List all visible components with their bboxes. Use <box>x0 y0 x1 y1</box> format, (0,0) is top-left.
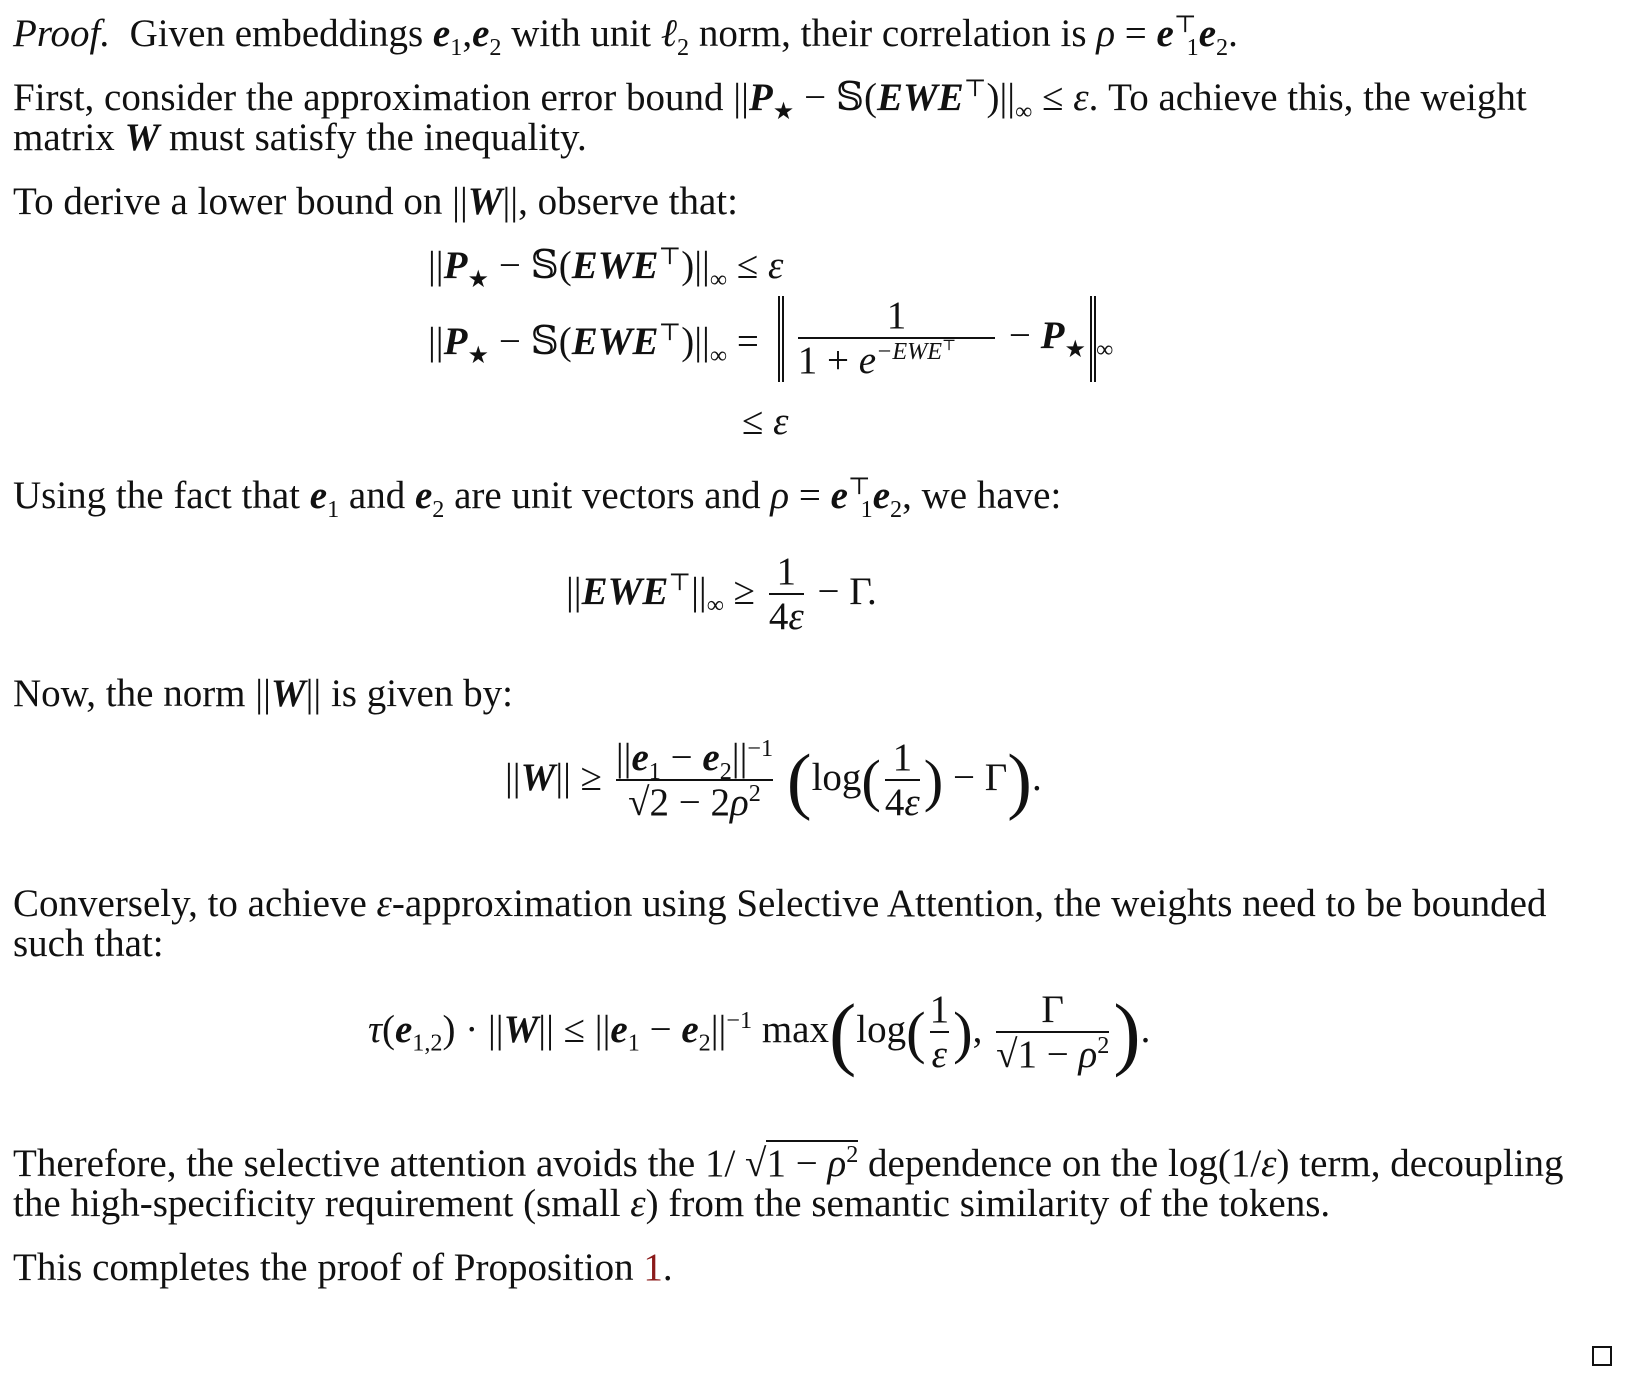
conclusion-paragraph: Therefore, the selective attention avoids the 1/ $√1 - \rho^2$ dependence on the log(1/ε) term, decoupling <box>13 1141 1564 1185</box>
p6-text-c: such that: <box>13 922 164 965</box>
p1-text-a: Given embeddings <box>129 12 433 55</box>
p5-text-b: is given by: <box>321 672 513 715</box>
p8-text-a: This completes the proof of Proposition <box>13 1246 644 1289</box>
approximation-paragraph: First, consider the approximation error bound $||P_★$ − $𝕊(EWE^⊤)||_\infty \le \varepsilon$. To achieve this, the weight <box>13 75 1527 125</box>
p7-text-d: the high-specificity requirement (small <box>13 1182 631 1225</box>
p2-text-d: must satisfy the inequality. <box>159 116 587 159</box>
p8-text-b: . <box>662 1246 673 1289</box>
equation-sigmoid-rhs: $\frac{1}{1 + e^{-EWE^⊤}}$ − $P_★$ $_\infty$ <box>778 296 1113 382</box>
norm-paragraph: Now, the norm ||W|| is given by: <box>13 672 513 715</box>
equation-ewe-bound: $||EWE^⊤||_\infty$ ≥ $\frac{1}{4\varepsilon}$ − Γ. <box>566 550 877 638</box>
p3-text-a: To derive a lower bound on <box>13 180 453 223</box>
p4-text-c: are unit vectors and <box>444 474 771 517</box>
conclusion-paragraph-line2: the high-specificity requirement (small ε) from the semantic similarity of the tokens. <box>13 1182 1331 1225</box>
p2-text-b: . To achieve this, the weight <box>1088 76 1527 119</box>
equation-error-bound: $||P_★$ − $𝕊(EWE^⊤)||_\infty \le \varepsilon$ <box>428 243 784 293</box>
p1-text-b: with unit <box>501 12 661 55</box>
qed-square-icon <box>1592 1346 1612 1366</box>
p7-text-c: term, decoupling <box>1289 1142 1564 1185</box>
p2-text-a: First, consider the approximation error bound <box>13 76 734 119</box>
p7-text-a: Therefore, the selective attention avoids the <box>13 1142 705 1185</box>
p6-text-b: -approximation using Selective Attention, the weights need to be bounded <box>391 882 1547 925</box>
proof-label: Proof. <box>13 12 111 55</box>
p4-text-d: , we have: <box>902 474 1062 517</box>
p4-text-a: Using the fact that <box>13 474 310 517</box>
p5-text-a: Now, the norm <box>13 672 256 715</box>
p3-text-b: , observe that: <box>518 180 738 223</box>
completion-paragraph <box>13 1246 1613 1290</box>
selective-attention-paragraph-line2 <box>13 922 1613 966</box>
lower-bound-paragraph: To derive a lower bound on ||W||, observe that: <box>13 180 738 223</box>
equation-tau-bound: $\tau(e_{1,2}) \cdot ||W|| \le ||e_1 - e_2||^{-1}$ max(log( $\frac{1}{\varepsilon}$ ), $\frac{\Gamma}{√1 - \rho^2}$ ). <box>368 986 1151 1078</box>
equation-w-norm-bound: ||W|| ≥ $\frac{||e_1 - e_2||^{-1}}{√2 - 2\rho^2}$ (log( $\frac{1}{4\varepsilon}$ ) − Γ). <box>505 735 1042 824</box>
selective-attention-paragraph: Conversely, to achieve ε-approximation using Selective Attention, the weights need to be bounded <box>13 882 1547 925</box>
equation-sigmoid-form: $||P_★$ − $𝕊(EWE^⊤)||_\infty$ = <box>428 319 759 369</box>
approximation-paragraph-line2: matrix W must satisfy the inequality. <box>13 116 587 159</box>
p2-text-c: matrix <box>13 116 125 159</box>
proof-intro-paragraph: Proof. Given embeddings $e_1,e_2$ with unit ℓ$_2$ norm, their correlation is $\rho = e^⊤_1e_2$. <box>13 11 1238 61</box>
p7-text-e: ) from the semantic similarity of the tokens. <box>645 1182 1331 1225</box>
p4-text-b: and <box>339 474 415 517</box>
p7-text-b: dependence on the <box>858 1142 1168 1185</box>
proposition-reference-link[interactable]: 1 <box>643 1246 663 1289</box>
unit-vectors-paragraph: Using the fact that $e_1$ and $e_2$ are unit vectors and $\rho = e^⊤_1e_2$, we have: <box>13 473 1062 523</box>
equation-le-epsilon: ≤ ε <box>742 400 789 443</box>
p1-text-c: norm, their correlation is <box>689 12 1097 55</box>
p6-text-a: Conversely, to achieve <box>13 882 377 925</box>
